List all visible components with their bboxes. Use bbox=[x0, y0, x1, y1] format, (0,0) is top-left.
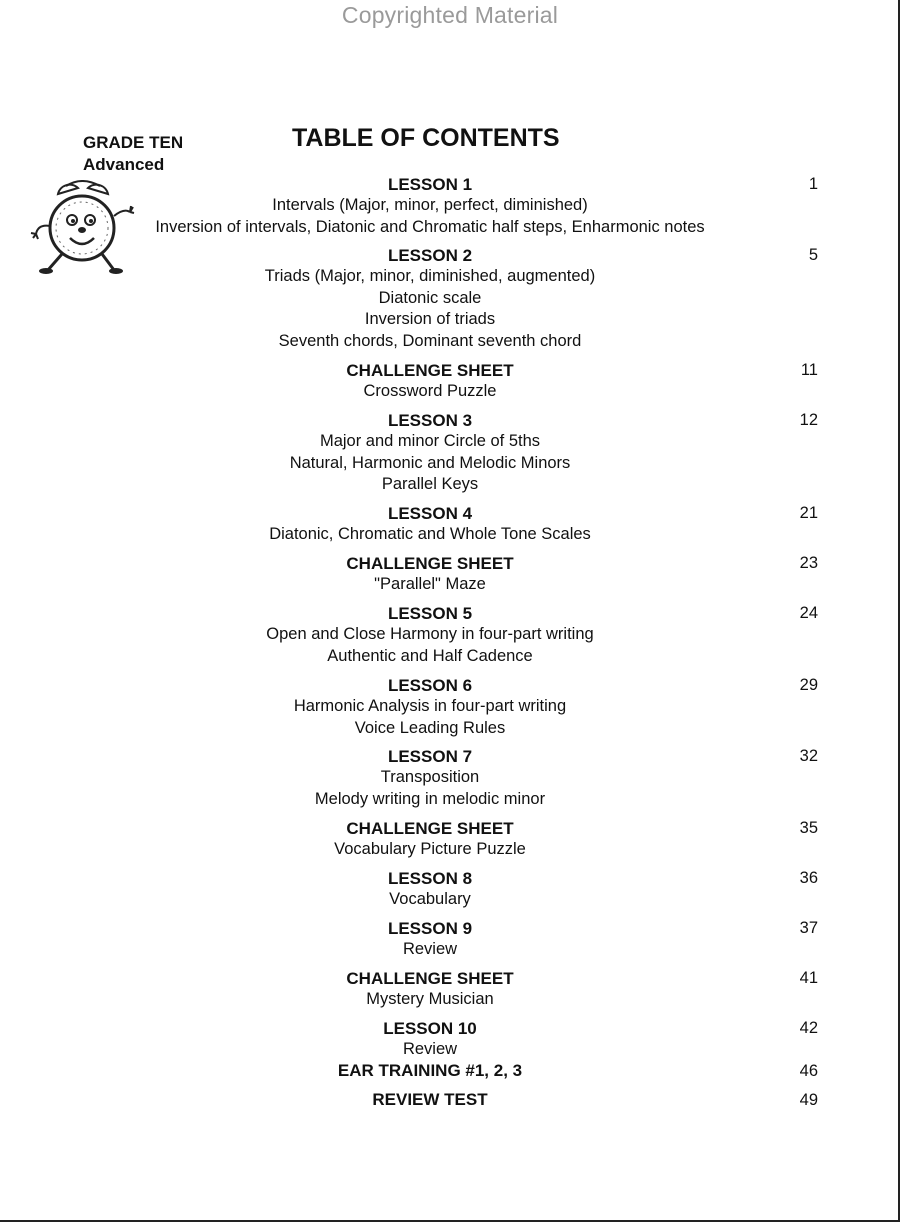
entry-line: Inversion of triads bbox=[364, 310, 496, 328]
toc-entry-lesson-6 bbox=[130, 675, 730, 739]
entry-heading: EAR TRAINING #1, 2, 3 bbox=[337, 1061, 523, 1080]
page-title: TABLE OF CONTENTS bbox=[292, 124, 560, 152]
entry-line: Harmonic Analysis in four-part writing bbox=[293, 697, 567, 715]
entry-line: Review bbox=[402, 1040, 458, 1058]
toc-entry-lesson-4 bbox=[130, 503, 730, 546]
toc-entry-challenge-2 bbox=[130, 553, 730, 596]
page-number: 49 bbox=[799, 1091, 818, 1109]
toc-entry-lesson-10 bbox=[130, 1018, 730, 1061]
page-number: 36 bbox=[799, 869, 818, 887]
toc-entry-challenge-3 bbox=[130, 818, 730, 861]
page-number: 32 bbox=[799, 747, 818, 765]
entry-line: "Parallel" Maze bbox=[374, 575, 486, 593]
entry-line: Vocabulary bbox=[389, 890, 471, 908]
grade-subtitle: Advanced bbox=[83, 155, 165, 174]
grade-level: GRADE TEN bbox=[83, 133, 184, 152]
toc-entry-lesson-1 bbox=[130, 174, 730, 238]
alarm-clock-mascot-icon bbox=[28, 180, 136, 276]
entry-line: Review bbox=[402, 940, 458, 958]
entry-heading: LESSON 9 bbox=[387, 919, 473, 938]
entry-heading: LESSON 5 bbox=[387, 604, 473, 623]
entry-line: Intervals (Major, minor, perfect, diminished) bbox=[272, 196, 588, 214]
entry-line: Natural, Harmonic and Melodic Minors bbox=[289, 453, 571, 472]
entry-line: Open and Close Harmony in four-part writing bbox=[266, 625, 594, 643]
page-number: 1 bbox=[808, 175, 818, 193]
toc-entry-lesson-5 bbox=[130, 603, 730, 667]
entry-line: Voice Leading Rules bbox=[354, 718, 506, 737]
watermark: Copyrighted Material bbox=[341, 2, 559, 28]
toc-entry-lesson-8 bbox=[130, 868, 730, 911]
entry-heading: CHALLENGE SHEET bbox=[346, 819, 514, 838]
toc-entry-challenge-1 bbox=[130, 360, 730, 403]
page-number: 41 bbox=[799, 969, 818, 987]
entry-heading: LESSON 2 bbox=[387, 246, 473, 265]
entry-line: Seventh chords, Dominant seventh chord bbox=[278, 331, 582, 350]
page-number: 24 bbox=[799, 604, 818, 622]
toc-entry-ear-training bbox=[130, 1060, 730, 1081]
page-number: 29 bbox=[799, 676, 818, 694]
entry-line: Triads (Major, minor, diminished, augmented) bbox=[264, 267, 596, 285]
entry-heading: LESSON 1 bbox=[387, 175, 473, 194]
entry-line: Major and minor Circle of 5ths bbox=[319, 432, 541, 450]
entry-line: Crossword Puzzle bbox=[363, 382, 497, 400]
page-number: 21 bbox=[799, 504, 818, 522]
toc-entry-lesson-9 bbox=[130, 918, 730, 961]
entry-line: Parallel Keys bbox=[381, 475, 479, 493]
entry-line: Inversion of intervals, Diatonic and Chromatic half steps, Enharmonic notes bbox=[155, 217, 705, 236]
entry-heading: LESSON 4 bbox=[387, 504, 473, 523]
grade-label bbox=[83, 132, 183, 176]
page-number: 5 bbox=[808, 246, 818, 264]
toc-entry-challenge-4 bbox=[130, 968, 730, 1011]
entry-line: Melody writing in melodic minor bbox=[314, 789, 546, 808]
page-number: 12 bbox=[799, 411, 818, 429]
entry-line: Vocabulary Picture Puzzle bbox=[334, 840, 526, 858]
entry-heading: LESSON 6 bbox=[387, 676, 473, 695]
entry-heading: REVIEW TEST bbox=[372, 1090, 488, 1109]
entry-heading: CHALLENGE SHEET bbox=[346, 361, 514, 380]
entry-heading: CHALLENGE SHEET bbox=[346, 969, 514, 988]
entry-line: Diatonic scale bbox=[378, 288, 482, 307]
page-number: 46 bbox=[799, 1062, 818, 1080]
page-number: 23 bbox=[799, 554, 818, 572]
page-number: 11 bbox=[800, 361, 818, 379]
toc-entry-review-test bbox=[130, 1089, 730, 1110]
entry-heading: LESSON 8 bbox=[387, 869, 473, 888]
entry-heading: CHALLENGE SHEET bbox=[346, 554, 514, 573]
entry-line: Mystery Musician bbox=[366, 990, 494, 1008]
toc-entry-lesson-2 bbox=[130, 245, 730, 352]
entry-line: Transposition bbox=[380, 768, 480, 786]
toc-entry-lesson-7 bbox=[130, 746, 730, 810]
entry-heading: LESSON 10 bbox=[383, 1019, 477, 1038]
page-number: 37 bbox=[799, 919, 818, 937]
page-number: 42 bbox=[799, 1019, 818, 1037]
entry-line: Authentic and Half Cadence bbox=[327, 646, 533, 665]
entry-line: Diatonic, Chromatic and Whole Tone Scales bbox=[269, 525, 591, 543]
entry-heading: LESSON 3 bbox=[387, 411, 473, 430]
page-number: 35 bbox=[799, 819, 818, 837]
entry-heading: LESSON 7 bbox=[387, 747, 473, 766]
toc-entry-lesson-3 bbox=[130, 410, 730, 496]
